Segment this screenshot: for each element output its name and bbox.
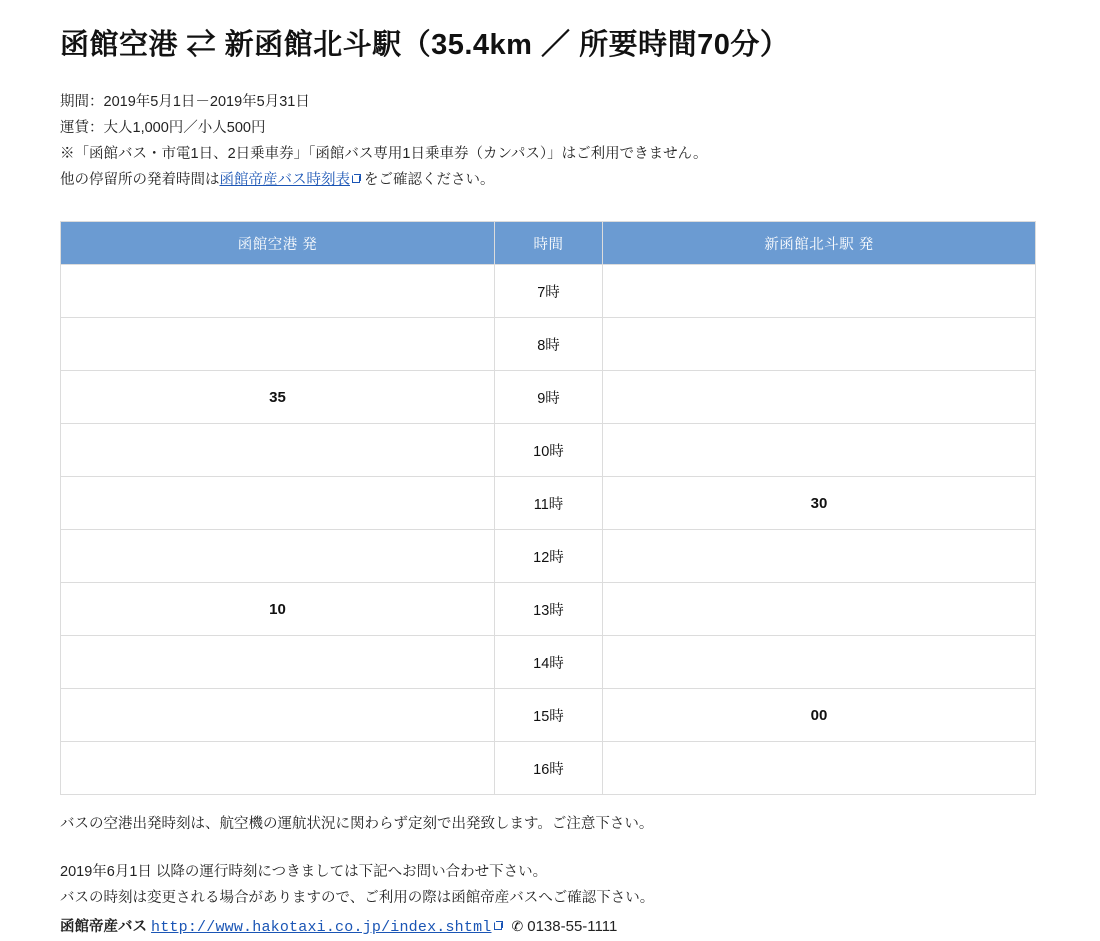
cell-hour: 12時 xyxy=(495,530,603,583)
cell-arrival xyxy=(603,583,1036,636)
cell-arrival xyxy=(603,265,1036,318)
fare-line: 運賃：大人1,000円／小人500円 xyxy=(60,120,266,136)
cell-hour: 7時 xyxy=(495,265,603,318)
header-departure-station: 新函館北斗駅 発 xyxy=(603,222,1036,265)
cell-departure xyxy=(61,530,495,583)
cell-hour: 10時 xyxy=(495,424,603,477)
cell-arrival xyxy=(603,742,1036,795)
cell-hour: 8時 xyxy=(495,318,603,371)
cell-arrival xyxy=(603,530,1036,583)
meta-block xyxy=(60,89,1040,193)
table-row xyxy=(61,424,1036,477)
cell-hour: 16時 xyxy=(495,742,603,795)
table-row xyxy=(61,689,1036,742)
cell-arrival: 00 xyxy=(603,689,1036,742)
table-row xyxy=(61,636,1036,689)
cell-hour: 15時 xyxy=(495,689,603,742)
cell-departure: 10 xyxy=(61,583,495,636)
external-link-icon xyxy=(352,174,361,183)
cell-arrival xyxy=(603,318,1036,371)
cell-departure xyxy=(61,477,495,530)
timetable-link[interactable]: 函館帝産バス時刻表 xyxy=(219,172,350,188)
phone-icon: ✆ xyxy=(511,918,524,934)
table-row xyxy=(61,265,1036,318)
table-row xyxy=(61,477,1036,530)
table-row xyxy=(61,530,1036,583)
footer-line-1: 2019年6月1日 以降の運行時刻につきましては下記へお問い合わせ下さい。 xyxy=(60,864,548,880)
table-row xyxy=(61,371,1036,424)
footer-contact xyxy=(60,913,1040,941)
cell-departure: 35 xyxy=(61,371,495,424)
notice-line: ※「函館バス・市電1日、2日乗車券」「函館バス専用1日乗車券（カンパス）」はご利用できません。 xyxy=(60,146,708,162)
cell-departure xyxy=(61,424,495,477)
period-line: 期間：2019年5月1日－2019年5月31日 xyxy=(60,94,310,110)
external-link-icon xyxy=(494,921,503,930)
header-hour: 時間 xyxy=(495,222,603,265)
cell-departure xyxy=(61,318,495,371)
footer-line-2: バスの時刻は変更される場合がありますので、ご利用の際は函館帝産バスへご確認下さい。 xyxy=(60,890,655,906)
page-title: 函館空港 ⇄ 新函館北斗駅（35.4km ／ 所要時間70分） xyxy=(60,29,790,61)
cell-hour: 13時 xyxy=(495,583,603,636)
cell-departure xyxy=(61,265,495,318)
timetable xyxy=(60,221,1036,795)
cell-departure xyxy=(61,636,495,689)
other-stops-prefix: 他の停留所の発着時間は xyxy=(60,172,220,188)
cell-arrival xyxy=(603,636,1036,689)
company-website-link[interactable]: http://www.hakotaxi.co.jp/index.shtml xyxy=(151,919,492,936)
other-stops-line xyxy=(60,167,1040,193)
cell-arrival: 30 xyxy=(603,477,1036,530)
table-row xyxy=(61,583,1036,636)
company-name: 函館帝産バス xyxy=(60,919,147,935)
cell-arrival xyxy=(603,424,1036,477)
footer-block xyxy=(60,859,1040,941)
cell-arrival xyxy=(603,371,1036,424)
cell-departure xyxy=(61,742,495,795)
table-row xyxy=(61,318,1036,371)
cell-hour: 9時 xyxy=(495,371,603,424)
phone-number: 0138-55-1111 xyxy=(527,918,618,935)
table-row xyxy=(61,742,1036,795)
cell-hour: 11時 xyxy=(495,477,603,530)
cell-hour: 14時 xyxy=(495,636,603,689)
cell-departure xyxy=(61,689,495,742)
header-departure-airport: 函館空港 発 xyxy=(61,222,495,265)
table-header-row xyxy=(61,222,1036,265)
departure-note: バスの空港出発時刻は、航空機の運航状況に関わらず定刻で出発致します。ご注意下さい。 xyxy=(60,816,654,832)
other-stops-suffix: をご確認ください。 xyxy=(364,172,495,188)
